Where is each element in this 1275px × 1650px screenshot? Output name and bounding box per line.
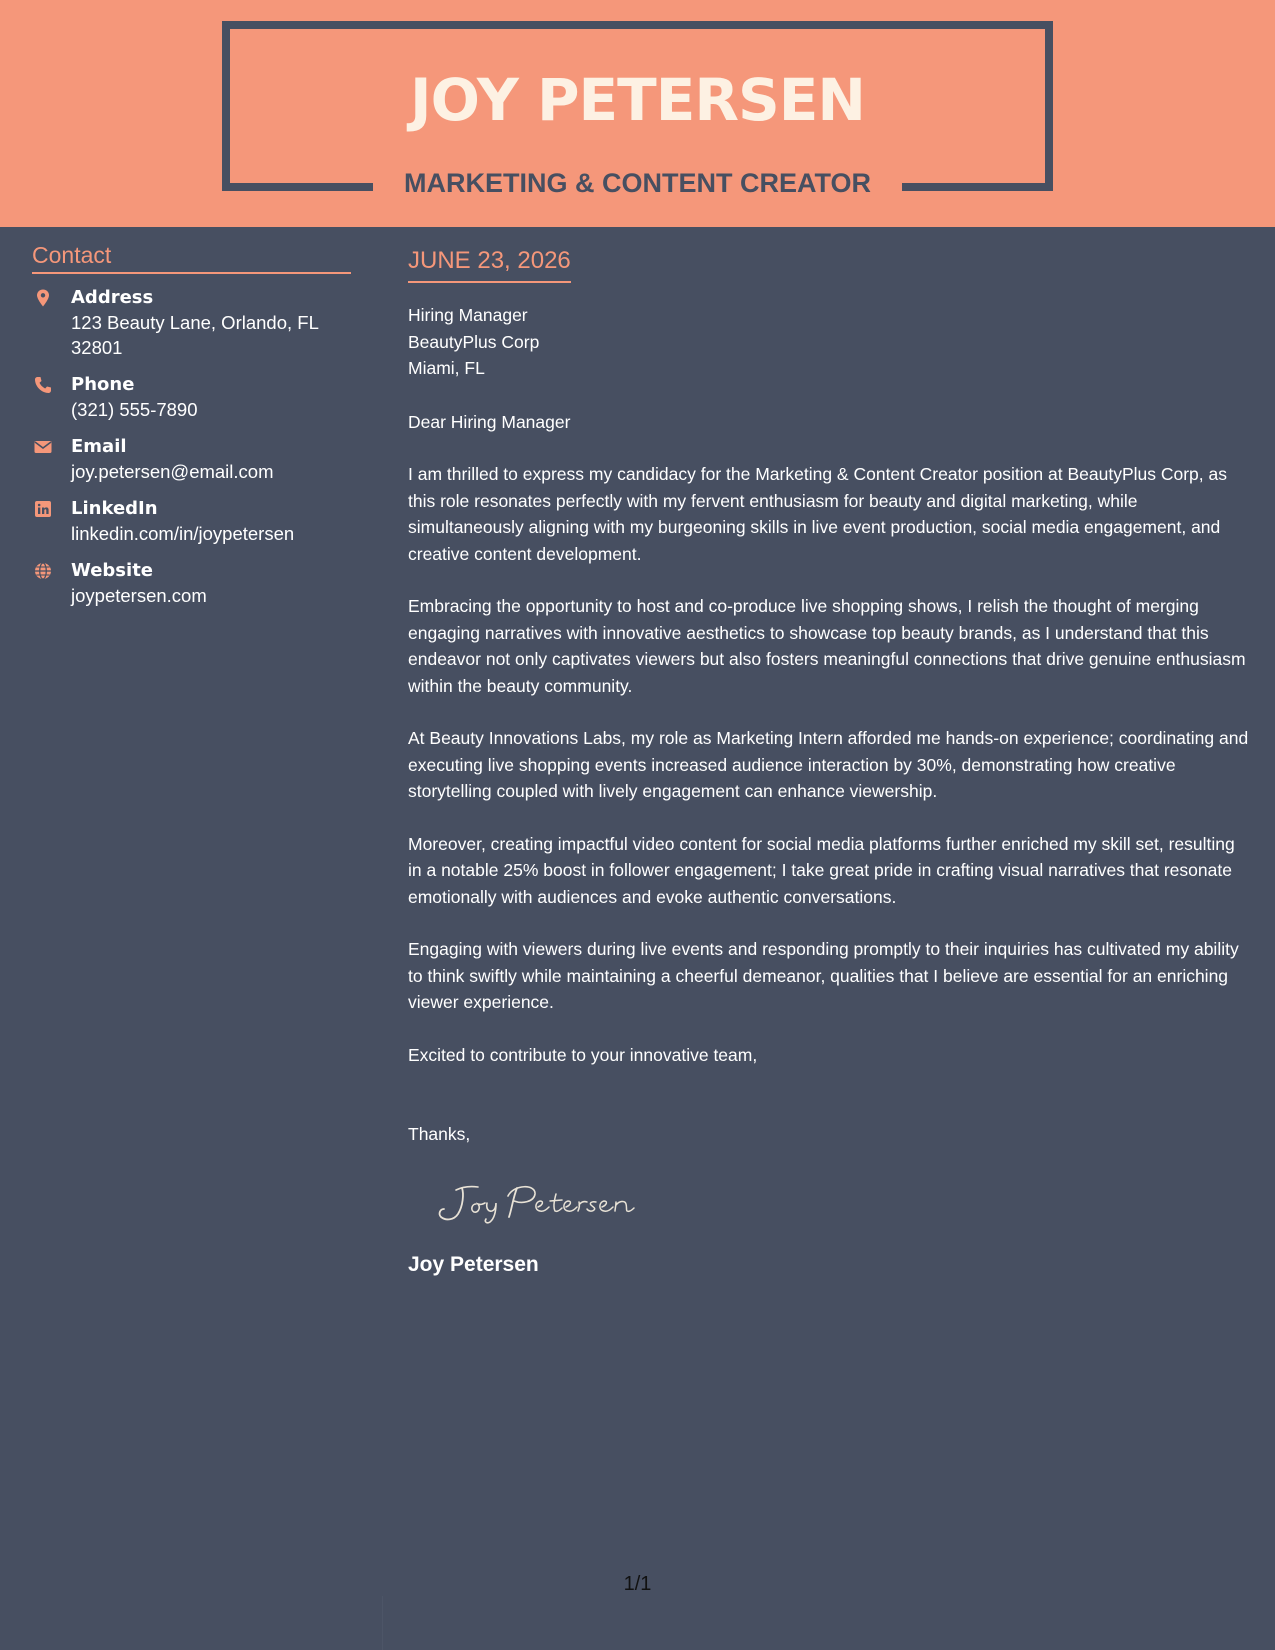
column-divider: [382, 1596, 383, 1650]
letter-date: JUNE 23, 2026: [408, 245, 571, 283]
contact-label: Address: [71, 287, 154, 308]
contact-heading: Contact: [32, 240, 351, 274]
job-title: MARKETING & CONTENT CREATOR: [404, 168, 871, 198]
contact-value: 123 Beauty Lane, Orlando, FL 32801: [71, 312, 319, 358]
closing-line: Excited to contribute to your innovative team,: [408, 1044, 758, 1065]
contact-value: linkedin.com/in/joypetersen: [71, 523, 295, 544]
page-number: 1/1: [623, 1573, 652, 1595]
phone-icon: [34, 376, 52, 394]
contact-item-phone: [32, 373, 351, 422]
body-paragraph: I am thrilled to express my candidacy for the Marketing & Content Creator position at BeautyPlus Corp, as this role resonates perfectly with my fervent enthusiasm for beauty and digital marketing, while simultaneously aligning with my burgeoning skills in live event production, social media engagement, and creative content development.: [408, 464, 1227, 564]
header-frame-bottom-right: [902, 183, 1053, 191]
body-paragraph: Embracing the opportunity to host and co-produce live shopping shows, I relish the thought of merging engaging narratives with innovative aesthetics to showcase top beauty brands, as I understand that this endeavor not only captivates viewers but also fosters meaningful connections that drive genuine enthusiasm within the beauty community.: [408, 596, 1246, 696]
contact-value: (321) 555-7890: [71, 399, 198, 420]
contact-sidebar: [32, 240, 351, 621]
contact-label: Phone: [71, 374, 135, 395]
header-frame-bottom-left: [222, 183, 373, 191]
body-paragraph: At Beauty Innovations Labs, my role as Marketing Intern afforded me hands-on experience; coordinating and executing live shopping events increased audience interaction by 30%, demonstrating how creative storytelling coupled with lively engagement can enhance viewership.: [408, 728, 1249, 801]
contact-item-linkedin: [32, 497, 351, 546]
contact-list: [32, 286, 351, 608]
recipient-line: Hiring Manager: [408, 305, 528, 325]
recipient-line: BeautyPlus Corp: [408, 331, 540, 352]
signer-name: Joy Petersen: [408, 1252, 539, 1276]
contact-label: Website: [71, 560, 154, 581]
contact-label: LinkedIn: [71, 498, 158, 519]
body-paragraph: Engaging with viewers during live events and responding promptly to their inquiries has cultivated my ability to think swiftly while maintaining a cheerful demeanor, qualities that I believe are essential for an enriching viewer experience.: [408, 939, 1239, 1012]
letter-body: [408, 245, 1253, 1279]
recipient-block: [408, 302, 1253, 382]
envelope-icon: [34, 438, 52, 456]
recipient-line: Miami, FL: [408, 358, 485, 378]
contact-item-email: [32, 435, 351, 484]
header-banner: [0, 0, 1275, 227]
contact-item-address: [32, 286, 351, 360]
linkedin-icon: [34, 500, 52, 518]
contact-value: joy.petersen@email.com: [71, 461, 274, 482]
map-pin-icon: [34, 289, 52, 307]
contact-value: joypetersen.com: [71, 585, 207, 606]
contact-label: Email: [71, 436, 127, 457]
body-paragraph: Moreover, creating impactful video content for social media platforms further enriched my skill set, resulting in a notable 25% boost in follower engagement; I take great pride in crafting visual narratives that resonate emotionally with audiences and evoke authentic conversations.: [408, 833, 1235, 907]
handwritten-signature: [432, 1174, 662, 1234]
thanks-line: Thanks,: [408, 1124, 471, 1144]
globe-icon: [34, 562, 52, 580]
applicant-name: JOY PETERSEN: [410, 66, 865, 134]
salutation: Dear Hiring Manager: [408, 411, 571, 432]
contact-item-website: [32, 559, 351, 608]
